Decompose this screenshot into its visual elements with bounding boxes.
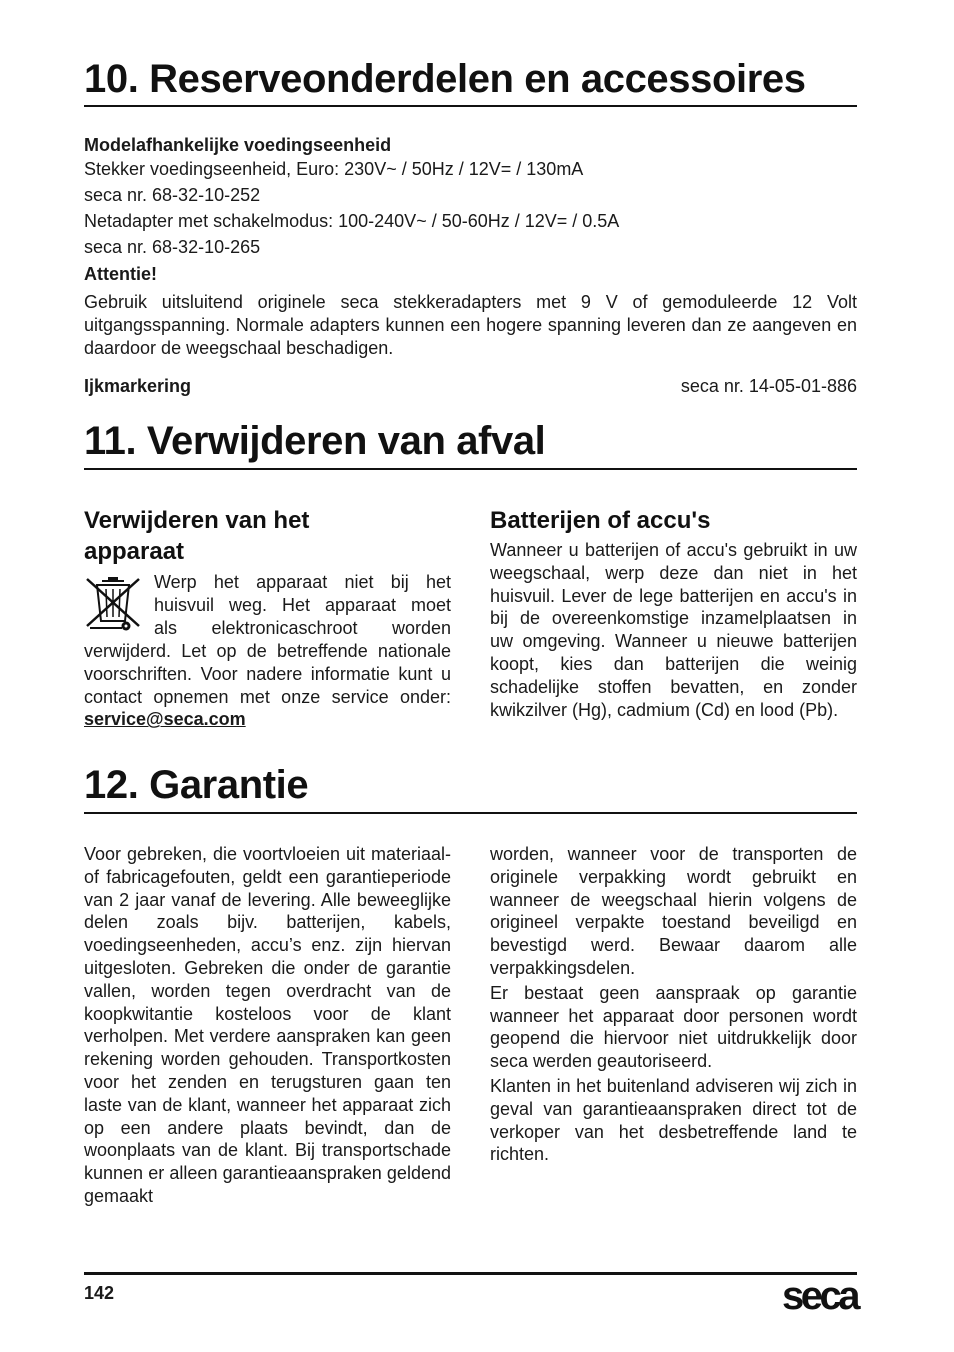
section-12-title: 12. Garantie (84, 763, 309, 807)
section-11-title: 11. Verwijderen van afval (84, 419, 546, 463)
warranty-left-column (84, 843, 451, 1208)
crossed-out-wheelie-bin-icon (84, 576, 142, 632)
disposal-text-line-1: Werp het apparaat niet bij het (154, 572, 451, 592)
disposal-text-continued (84, 640, 451, 731)
power-supply-heading: Modelafhankelijke voedingseenheid (84, 135, 392, 155)
disposal-text-line-2: huisvuil weg. Het apparaat moet (154, 595, 451, 615)
section-12-rule (84, 812, 857, 814)
power-line-3: Netadapter met schakelmodus: 100-240V~ / 50-60Hz / 12V= / 0.5A (84, 211, 620, 231)
footer-rule (84, 1272, 857, 1275)
power-line-1: Stekker voedingseenheid, Euro: 230V~ / 50Hz / 12V= / 130mA (84, 159, 584, 179)
attention-text: Gebruik uitsluitend originele seca stekkeradapters met 9 V of gemoduleerde 12 Volt uitgangsspanning. Normale adapters kunnen een hogere spanning leveren dan ze aangeven en daardoor de weegschaal beschadigen. (84, 292, 857, 358)
disposal-device-heading-line1: Verwijderen van het (84, 507, 310, 534)
attention-heading: Attentie! (84, 264, 157, 284)
batteries-text: Wanneer u batterijen of accu's gebruikt in uw weegschaal, werp deze dan niet in het huisvuil. Lever de lege batterijen en accu's in bij de overeenkomstige inzamelplaatsen in uw omgeving. Wanneer u nieuwe batterijen koopt, kies dan batterijen die weinig schadelijke stoffen bevatten, en zonder kwikzilver (Hg), cadmium (Cd) en lood (Pb). (490, 540, 857, 720)
section-10-rule (84, 105, 857, 107)
section-11-rule (84, 468, 857, 470)
warranty-paragraph-1: worden, wanneer voor de transporten de originele verpakking wordt gebruikt en wanneer de weegschaal hierin volgens de origineel verpakte toestand beveiligd en bevestigd werd. Bewaar daarom alle verpakkingsdelen. (490, 844, 857, 978)
power-line-4: seca nr. 68-32-10-265 (84, 237, 261, 257)
batteries-heading: Batterijen of accu's (490, 507, 711, 534)
warranty-paragraph-3: Klanten in het buitenland adviseren wij zich in geval van garantieaanspraken direct tot de verkoper van het desbetreffende land te richten. (490, 1075, 857, 1165)
power-line-2: seca nr. 68-32-10-252 (84, 185, 261, 205)
disposal-device-heading-line2: apparaat (84, 538, 185, 565)
disposal-text-line-3: als elektronicaschroot worden (154, 618, 451, 638)
page-number: 142 (84, 1283, 115, 1303)
calibration-label: Ijkmarkering (84, 376, 192, 396)
warranty-right-column (490, 843, 857, 1166)
service-email-link[interactable]: service@seca.com (84, 709, 246, 730)
section-10-title: 10. Reserveonderdelen en accessoires (84, 57, 806, 101)
disposal-text-rest: verwijderd. Let op de betreffende nationale voorschriften. Voor nadere informatie kunt u contact opnemen met onze service onder: (84, 641, 451, 707)
batteries-text-block (490, 539, 857, 721)
warranty-left-text: Voor gebreken, die voortvloeien uit materiaal- of fabricagefouten, geldt een garantieperiode van 2 jaar vanaf de levering. Alle beweeglijke delen zoals bijv. batterijen, kabels, voedingseenheden, accu’s enz. zijn hiervan uitgesloten. Gebreken die onder de garantie vallen, worden tegen overdracht van de koopkwitantie kosteloos voor de klant verholpen. Met verdere aanspraken kan geen rekening worden gehouden. Transportkosten voor het zenden en terugsturen gaan ten laste van de klant, wanneer het apparaat zich op een andere plaats bevindt, dan de woonplaats van de klant. Bij transportschade kunnen er alleen garantieaanspraken geldend gemaakt (84, 844, 451, 1206)
warranty-paragraph-2: Er bestaat geen aanspraak op garantie wanneer het apparaat door personen wordt geopend die hiervoor niet uitdrukkelijk door seca werden geautoriseerd. (490, 982, 857, 1072)
calibration-number: seca nr. 14-05-01-886 (680, 376, 857, 396)
seca-logo: seca (782, 1274, 857, 1318)
